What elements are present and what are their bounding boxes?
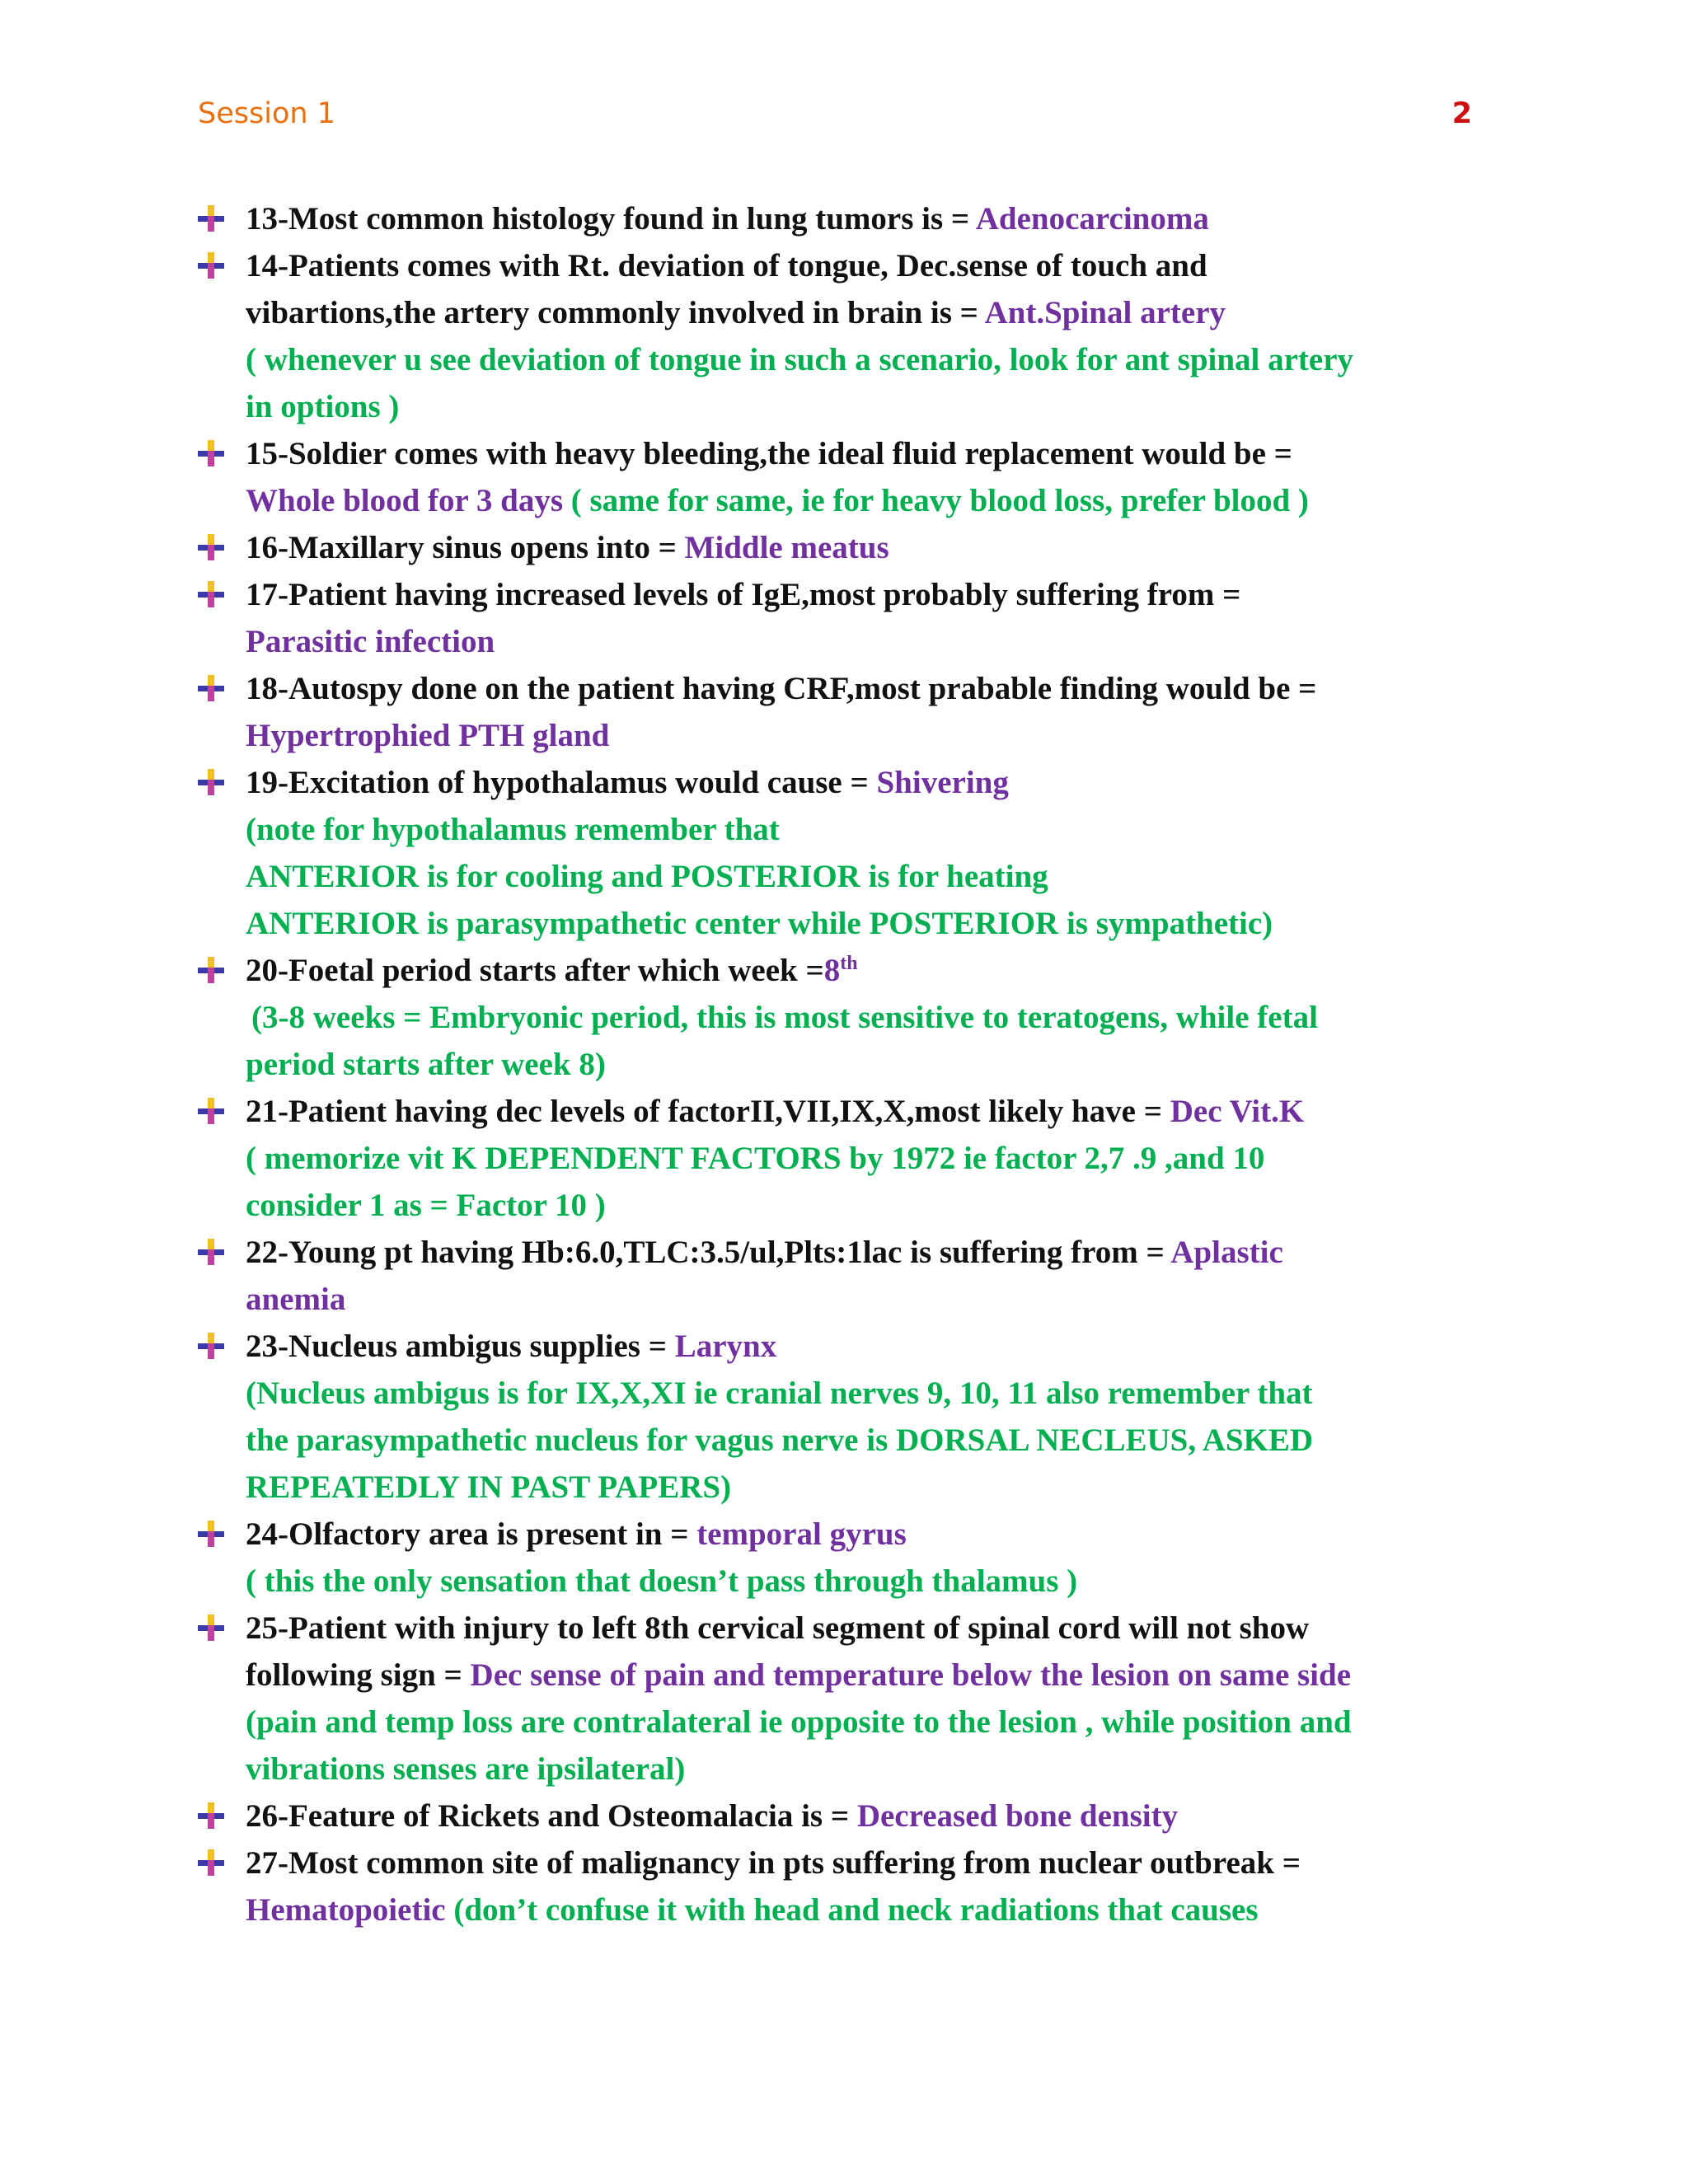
bullet-icon bbox=[196, 438, 226, 468]
list-item bbox=[246, 759, 1498, 947]
answer-text: Larynx bbox=[674, 1329, 777, 1364]
note-text: period starts after week 8) bbox=[246, 1047, 606, 1082]
note-text: vibrations senses are ipsilateral) bbox=[246, 1751, 686, 1787]
bullet-icon bbox=[196, 204, 226, 233]
answer-text: Whole blood for 3 days bbox=[246, 483, 564, 518]
note-text: ( same for same, ie for heavy blood loss, prefer blood ) bbox=[563, 483, 1309, 518]
answer-text: Ant.Spinal artery bbox=[984, 295, 1226, 330]
note-text: (note for hypothalamus remember that bbox=[246, 812, 780, 847]
answer-text: Middle meatus bbox=[684, 530, 889, 565]
question-text: 22-Young pt having Hb:6.0,TLC:3.5/ul,Plts:1lac is suffering from = bbox=[246, 1235, 1171, 1270]
note-text: ANTERIOR is parasympathetic center while POSTERIOR is sympathetic) bbox=[246, 906, 1273, 941]
bullet-icon bbox=[196, 1801, 226, 1830]
list-item bbox=[246, 1793, 1498, 1840]
list-item bbox=[246, 1323, 1498, 1511]
answer-text: Shivering bbox=[876, 765, 1009, 800]
note-text: ANTERIOR is for cooling and POSTERIOR is for heating bbox=[246, 859, 1048, 894]
bullet-icon bbox=[196, 1096, 226, 1126]
list-item bbox=[246, 1229, 1498, 1323]
list-item bbox=[246, 430, 1498, 524]
session-label: Session 1 bbox=[198, 97, 335, 130]
bullet-icon bbox=[196, 1331, 226, 1361]
answer-text: Decreased bone density bbox=[856, 1798, 1179, 1834]
answer-text: temporal gyrus bbox=[696, 1516, 907, 1552]
question-text: following sign = bbox=[246, 1657, 471, 1693]
question-text: 20-Foetal period starts after which week = bbox=[246, 953, 824, 988]
bullet-icon bbox=[196, 1613, 226, 1643]
answer-text: 8 bbox=[823, 953, 841, 988]
note-text: the parasympathetic nucleus for vagus nerve is DORSAL NECLEUS, ASKED bbox=[246, 1422, 1314, 1458]
note-text: in options ) bbox=[246, 389, 400, 424]
list-item bbox=[246, 1605, 1498, 1793]
question-text: 24-Olfactory area is present in = bbox=[246, 1516, 697, 1552]
bullet-icon bbox=[196, 251, 226, 280]
question-text: 25-Patient with injury to left 8th cervical segment of spinal cord will not show bbox=[246, 1610, 1310, 1646]
answer-text: Dec sense of pain and temperature below the lesion on same side bbox=[470, 1657, 1352, 1693]
answer-text: Adenocarcinoma bbox=[975, 201, 1209, 237]
bullet-icon bbox=[196, 1519, 226, 1549]
answer-text: Hematopoietic bbox=[246, 1892, 446, 1928]
note-text: (don’t confuse it with head and neck radiations that causes bbox=[445, 1892, 1259, 1928]
list-item bbox=[246, 1840, 1498, 1933]
note-text: (pain and temp loss are contralateral ie opposite to the lesion , while position and bbox=[246, 1704, 1352, 1740]
answer-text: Hypertrophied PTH gland bbox=[246, 718, 610, 753]
list-item bbox=[246, 524, 1498, 571]
list-item bbox=[246, 571, 1498, 665]
list-item bbox=[246, 1511, 1498, 1605]
question-text: 14-Patients comes with Rt. deviation of tongue, Dec.sense of touch and bbox=[246, 248, 1207, 284]
note-text: REPEATEDLY IN PAST PAPERS) bbox=[246, 1469, 732, 1505]
question-list bbox=[246, 195, 1498, 1933]
answer-superscript: th bbox=[840, 953, 858, 974]
answer-text: Parasitic infection bbox=[246, 624, 495, 659]
question-text: 23-Nucleus ambigus supplies = bbox=[246, 1329, 675, 1364]
list-item bbox=[246, 1088, 1498, 1229]
question-text: 16-Maxillary sinus opens into = bbox=[246, 530, 685, 565]
note-text: (Nucleus ambigus is for IX,X,XI ie cranial nerves 9, 10, 11 also remember that bbox=[246, 1376, 1313, 1411]
question-text: vibartions,the artery commonly involved in brain is = bbox=[246, 295, 985, 330]
note-text: ( this the only sensation that doesn’t pass through thalamus ) bbox=[246, 1563, 1078, 1599]
question-text: 27-Most common site of malignancy in pts suffering from nuclear outbreak = bbox=[246, 1845, 1301, 1881]
answer-text: anemia bbox=[246, 1282, 346, 1317]
note-text: consider 1 as = Factor 10 ) bbox=[246, 1188, 606, 1223]
bullet-icon bbox=[196, 1237, 226, 1267]
question-text: 21-Patient having dec levels of factorII,VII,IX,X,most likely have = bbox=[246, 1094, 1170, 1129]
list-item bbox=[246, 242, 1498, 430]
list-item bbox=[246, 947, 1498, 1088]
answer-text: Dec Vit.K bbox=[1170, 1094, 1305, 1129]
question-text: 13-Most common histology found in lung tumors is = bbox=[246, 201, 976, 237]
question-text: 18-Autospy done on the patient having CRF,most prabable finding would be = bbox=[246, 671, 1317, 706]
question-text: 26-Feature of Rickets and Osteomalacia is = bbox=[246, 1798, 857, 1834]
note-text: ( whenever u see deviation of tongue in such a scenario, look for ant spinal artery bbox=[246, 342, 1354, 377]
question-text: 19-Excitation of hypothalamus would cause = bbox=[246, 765, 877, 800]
bullet-icon bbox=[196, 767, 226, 797]
note-text: (3-8 weeks = Embryonic period, this is most sensitive to teratogens, while fetal bbox=[251, 1000, 1318, 1035]
bullet-icon bbox=[196, 673, 226, 703]
list-item bbox=[246, 665, 1498, 759]
bullet-icon bbox=[196, 579, 226, 609]
page-number: 2 bbox=[1451, 97, 1472, 130]
question-text: 15-Soldier comes with heavy bleeding,the ideal fluid replacement would be = bbox=[246, 436, 1292, 471]
list-item bbox=[246, 195, 1498, 242]
page-header bbox=[198, 97, 1472, 147]
bullet-icon bbox=[196, 532, 226, 562]
bullet-icon bbox=[196, 1848, 226, 1877]
note-text: ( memorize vit K DEPENDENT FACTORS by 1972 ie factor 2,7 .9 ,and 10 bbox=[246, 1141, 1265, 1176]
bullet-icon bbox=[196, 955, 226, 985]
answer-text: Aplastic bbox=[1170, 1235, 1283, 1270]
question-text: 17-Patient having increased levels of IgE,most probably suffering from = bbox=[246, 577, 1241, 612]
